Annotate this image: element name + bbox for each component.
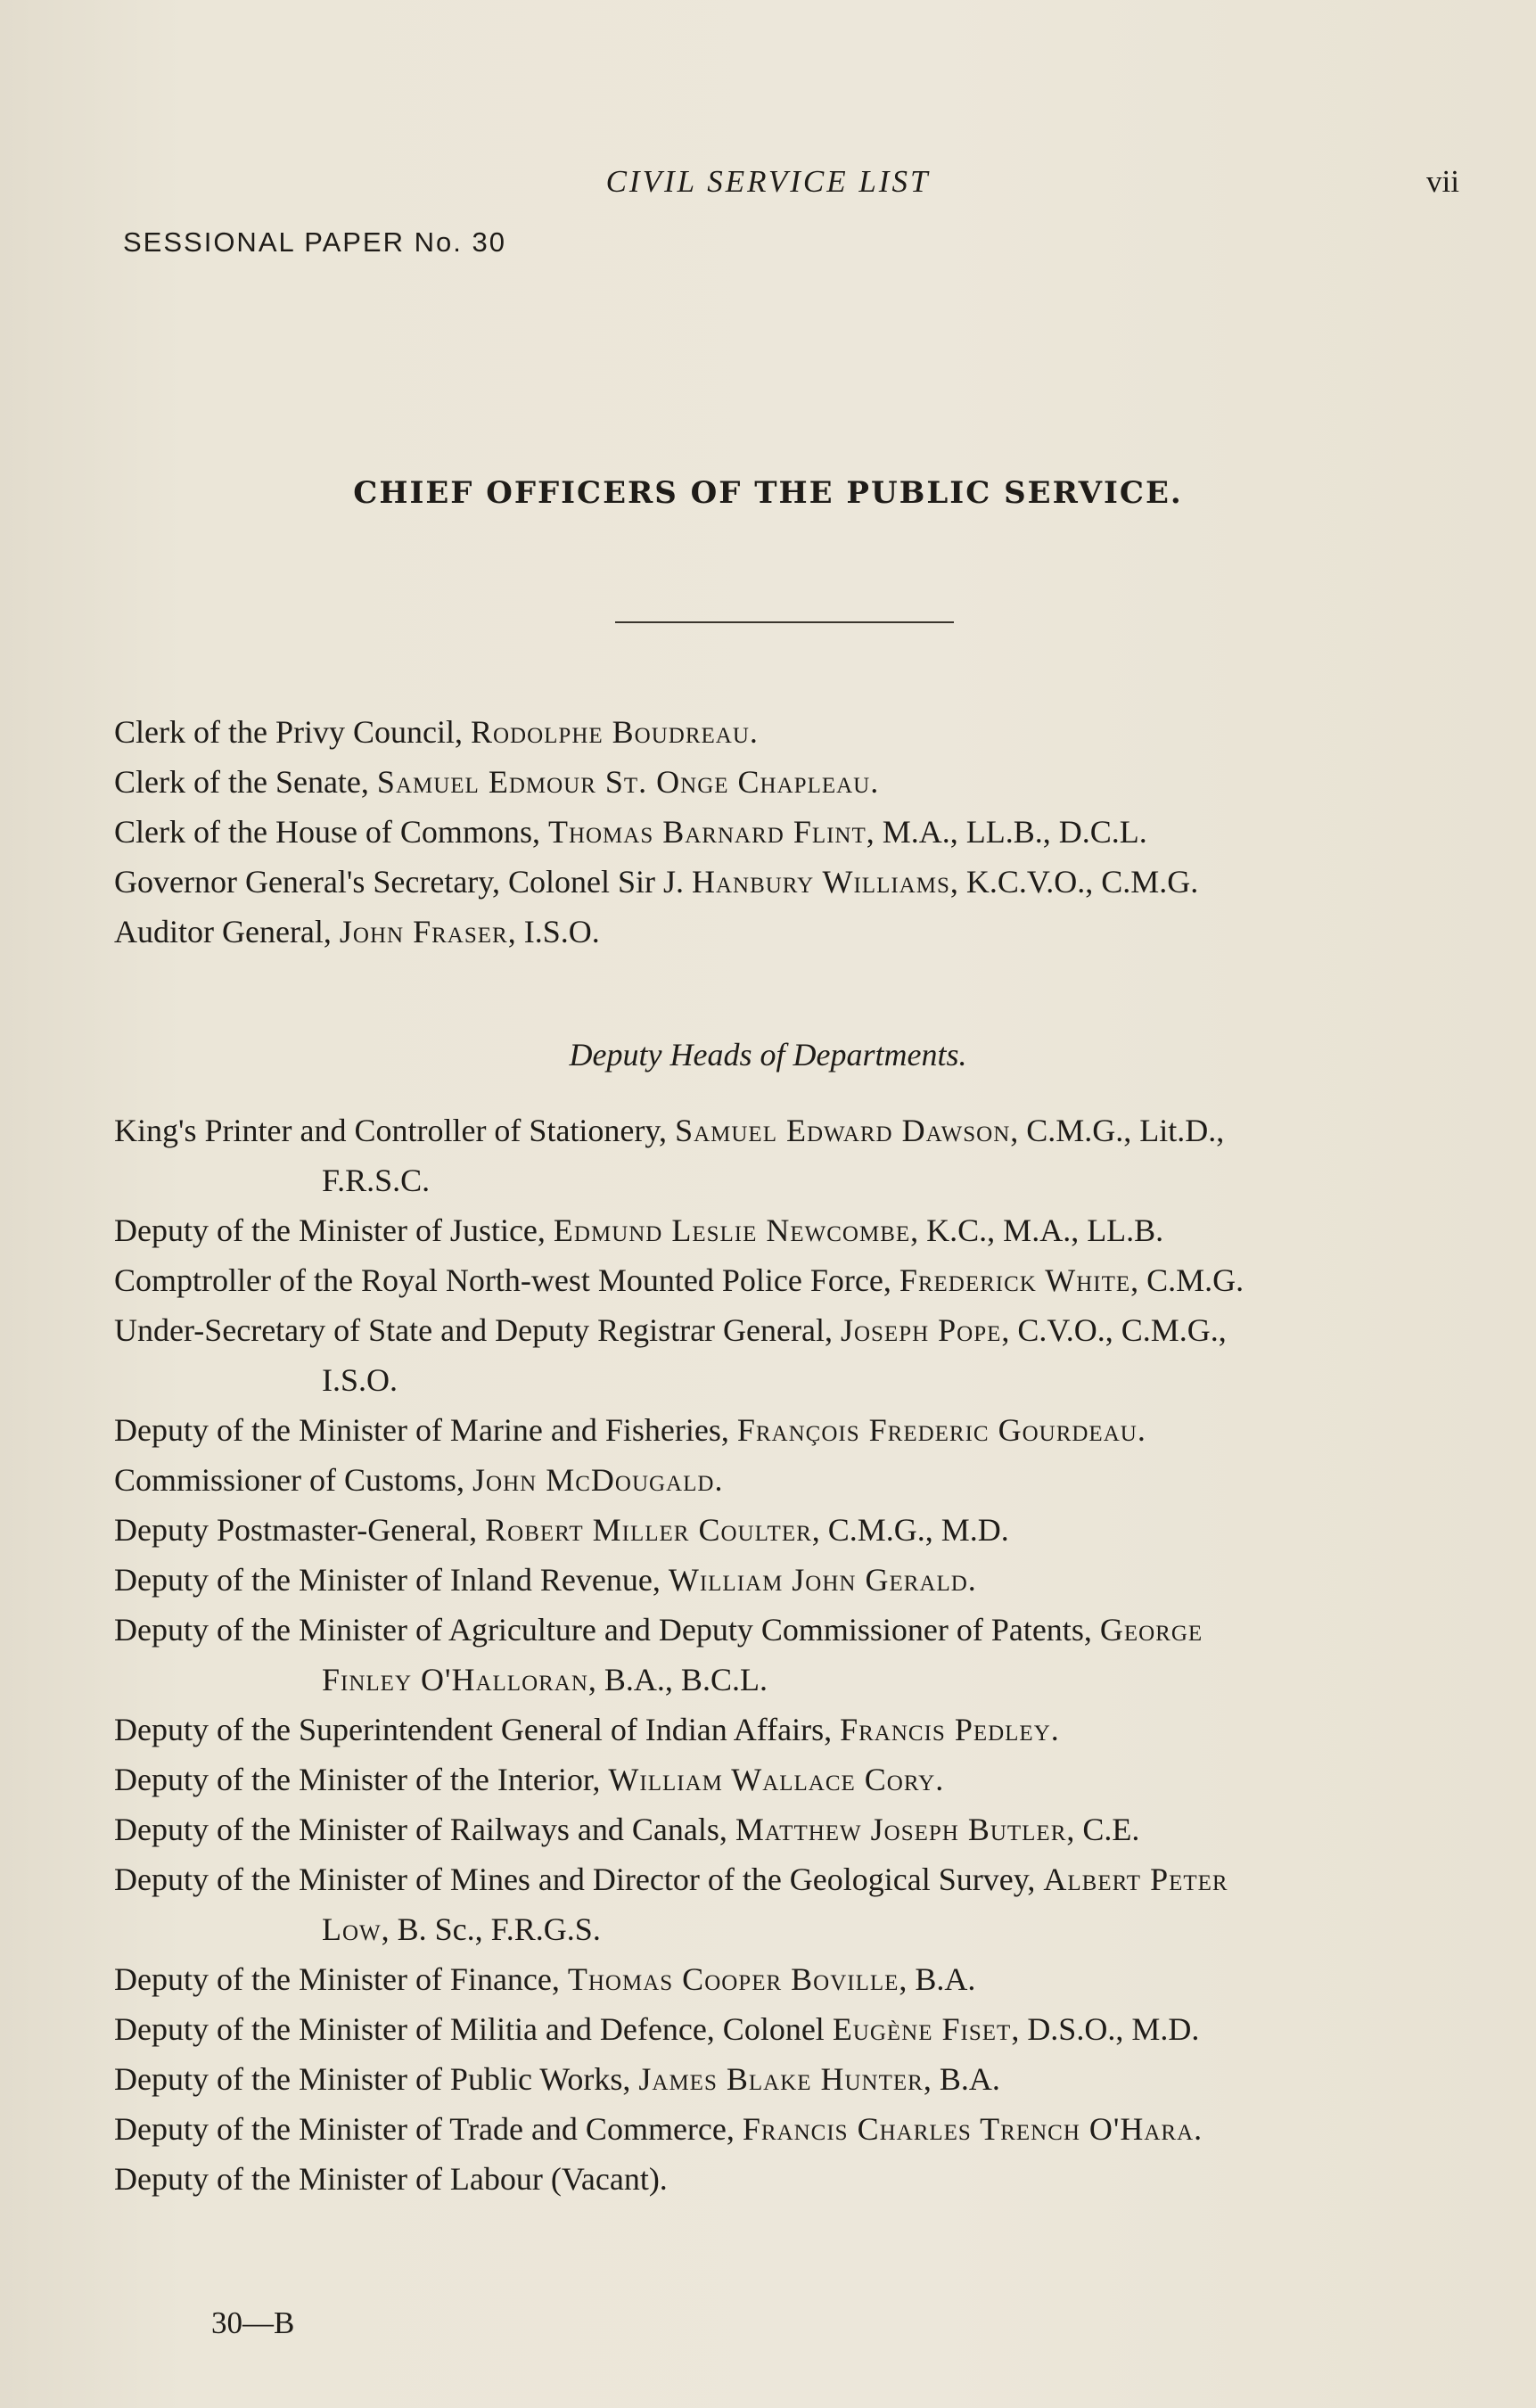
officer-name: Francis Pedley bbox=[840, 1712, 1051, 1747]
officer-credentials: , K.C.V.O., C.M.G. bbox=[949, 864, 1199, 900]
officer-name: Eugène Fiset bbox=[832, 2011, 1012, 2047]
running-title: CIVIL SERVICE LIST bbox=[605, 164, 931, 199]
officer-credentials: , B. Sc., F.R.G.S. bbox=[381, 1911, 601, 1947]
office-title: Deputy of the Minister of Finance, bbox=[114, 1961, 568, 1997]
list-item bbox=[114, 707, 1487, 757]
title-divider bbox=[615, 621, 954, 623]
office-title: Deputy of the Minister of Mines and Director of the Geological Survey, bbox=[114, 1861, 1044, 1897]
officer-credentials: , M.A., LL.B., D.C.L. bbox=[866, 814, 1147, 850]
officer-credentials: . bbox=[714, 1462, 723, 1498]
office-title: Deputy of the Minister of Labour (Vacant). bbox=[114, 2161, 668, 2197]
entry-continuation bbox=[114, 1904, 1487, 1954]
officer-credentials: , K.C., M.A., LL.B. bbox=[910, 1212, 1164, 1248]
list-item bbox=[114, 1854, 1487, 1954]
office-title: Deputy of the Minister of Inland Revenue, bbox=[114, 1562, 669, 1598]
list-item bbox=[114, 857, 1487, 907]
officer-name-continued: Low bbox=[322, 1911, 382, 1947]
officer-name: John McDougald bbox=[472, 1462, 715, 1498]
officer-name: Robert Miller Coulter bbox=[485, 1512, 812, 1548]
list-item bbox=[114, 1455, 1487, 1505]
list-item bbox=[114, 2104, 1487, 2154]
list-item bbox=[114, 807, 1487, 857]
office-title: Deputy of the Minister of the Interior, bbox=[114, 1762, 609, 1797]
officer-credentials: , I.S.O. bbox=[507, 914, 600, 949]
list-item bbox=[114, 1555, 1487, 1605]
list-item bbox=[114, 757, 1487, 807]
entry-continuation: I.S.O. bbox=[322, 1362, 398, 1398]
officer-credentials: , C.M.G. bbox=[1130, 1262, 1244, 1298]
officer-credentials: , D.S.O., M.D. bbox=[1011, 2011, 1200, 2047]
list-item bbox=[114, 1804, 1487, 1854]
officer-name: Frederick White bbox=[899, 1262, 1131, 1298]
officer-name: François Frederic Gourdeau bbox=[736, 1412, 1138, 1448]
list-item bbox=[114, 1705, 1487, 1755]
office-title: Deputy of the Minister of Trade and Commerce, bbox=[114, 2111, 743, 2147]
officer-credentials: . bbox=[1050, 1712, 1059, 1747]
office-title: Clerk of the Privy Council, bbox=[114, 714, 471, 750]
office-title: Deputy Postmaster-General, bbox=[114, 1512, 486, 1548]
list-item bbox=[114, 1405, 1487, 1455]
sessional-paper-label: SESSIONAL PAPER No. 30 bbox=[123, 226, 506, 258]
office-title: Deputy of the Minister of Public Works, bbox=[114, 2061, 639, 2097]
office-title: Deputy of the Superintendent General of Indian Affairs, bbox=[114, 1712, 841, 1747]
list-item bbox=[114, 1105, 1487, 1205]
officer-credentials: . bbox=[1194, 2111, 1203, 2147]
officer-credentials: . bbox=[1137, 1412, 1146, 1448]
officer-name: Thomas Cooper Boville bbox=[567, 1961, 899, 1997]
list-item bbox=[114, 1255, 1487, 1305]
officer-name: Edmund Leslie Newcombe bbox=[553, 1212, 911, 1248]
officer-credentials: , B.A. bbox=[899, 1961, 976, 1997]
office-title: Deputy of the Minister of Railways and Canals, bbox=[114, 1812, 735, 1847]
officer-credentials: . bbox=[935, 1762, 944, 1797]
officer-name-continued: Finley O'Halloran bbox=[322, 1662, 588, 1697]
officer-name: Rodolphe Boudreau bbox=[470, 714, 750, 750]
officer-name: Joseph Pope bbox=[840, 1312, 1002, 1348]
office-title: Clerk of the House of Commons, bbox=[114, 814, 548, 850]
entry-continuation: F.R.S.C. bbox=[322, 1163, 431, 1198]
officer-name: Samuel Edmour St. Onge Chapleau bbox=[376, 764, 871, 800]
officer-credentials: , C.M.G., Lit.D., bbox=[1010, 1113, 1225, 1148]
officer-credentials: . bbox=[749, 714, 758, 750]
office-title: Deputy of the Minister of Militia and Defence, Colonel bbox=[114, 2011, 833, 2047]
office-title: Deputy of the Minister of Agriculture and Deputy Commissioner of Patents, bbox=[114, 1612, 1100, 1648]
office-title: Auditor General, bbox=[114, 914, 340, 949]
officer-name: Albert Peter bbox=[1043, 1861, 1228, 1897]
officer-credentials: , C.V.O., C.M.G., bbox=[1001, 1312, 1227, 1348]
officer-credentials: . bbox=[870, 764, 879, 800]
list-item bbox=[114, 2154, 1487, 2204]
officer-name: John Fraser bbox=[339, 914, 508, 949]
officer-credentials: . bbox=[967, 1562, 976, 1598]
office-title: Commissioner of Customs, bbox=[114, 1462, 473, 1498]
section-heading: Deputy Heads of Departments. bbox=[569, 1037, 967, 1073]
officer-name: George bbox=[1099, 1612, 1203, 1648]
deputy-heads-list bbox=[114, 1105, 1487, 2204]
list-item bbox=[114, 1205, 1487, 1255]
office-title: Clerk of the Senate, bbox=[114, 764, 377, 800]
officer-name: William John Gerald bbox=[668, 1562, 968, 1598]
officer-name: Thomas Barnard Flint bbox=[547, 814, 867, 850]
officer-credentials: , B.A. bbox=[923, 2061, 1000, 2097]
officer-name: Francis Charles Trench O'Hara bbox=[742, 2111, 1195, 2147]
office-title: King's Printer and Controller of Stationery, bbox=[114, 1113, 676, 1148]
officer-credentials: , B.A., B.C.L. bbox=[587, 1662, 768, 1697]
office-title: Comptroller of the Royal North-west Mounted Police Force, bbox=[114, 1262, 899, 1298]
list-item bbox=[114, 907, 1487, 957]
list-item bbox=[114, 1505, 1487, 1555]
printer-signature: 30—B bbox=[211, 2305, 295, 2340]
list-item bbox=[114, 1755, 1487, 1804]
office-title: Governor General's Secretary, Colonel Sir J. bbox=[114, 864, 692, 900]
officer-name: James Blake Hunter bbox=[638, 2061, 924, 2097]
list-item bbox=[114, 2004, 1487, 2054]
list-item bbox=[114, 1305, 1487, 1405]
entry-continuation bbox=[114, 1655, 1487, 1705]
office-title: Deputy of the Minister of Justice, bbox=[114, 1212, 554, 1248]
officer-name: Hanbury Williams bbox=[691, 864, 950, 900]
officer-credentials: , C.E. bbox=[1066, 1812, 1140, 1847]
officer-name: Samuel Edward Dawson bbox=[675, 1113, 1011, 1148]
list-item bbox=[114, 1605, 1487, 1705]
office-title: Deputy of the Minister of Marine and Fisheries, bbox=[114, 1412, 737, 1448]
page-number: vii bbox=[1426, 164, 1459, 199]
list-item bbox=[114, 1954, 1487, 2004]
office-title: Under-Secretary of State and Deputy Registrar General, bbox=[114, 1312, 841, 1348]
page-title: CHIEF OFFICERS OF THE PUBLIC SERVICE. bbox=[353, 475, 1183, 511]
officer-credentials: , C.M.G., M.D. bbox=[811, 1512, 1009, 1548]
officer-name: Matthew Joseph Butler bbox=[735, 1812, 1067, 1847]
officer-name: William Wallace Cory bbox=[608, 1762, 936, 1797]
list-item bbox=[114, 2054, 1487, 2104]
chief-officers-list bbox=[114, 707, 1487, 957]
